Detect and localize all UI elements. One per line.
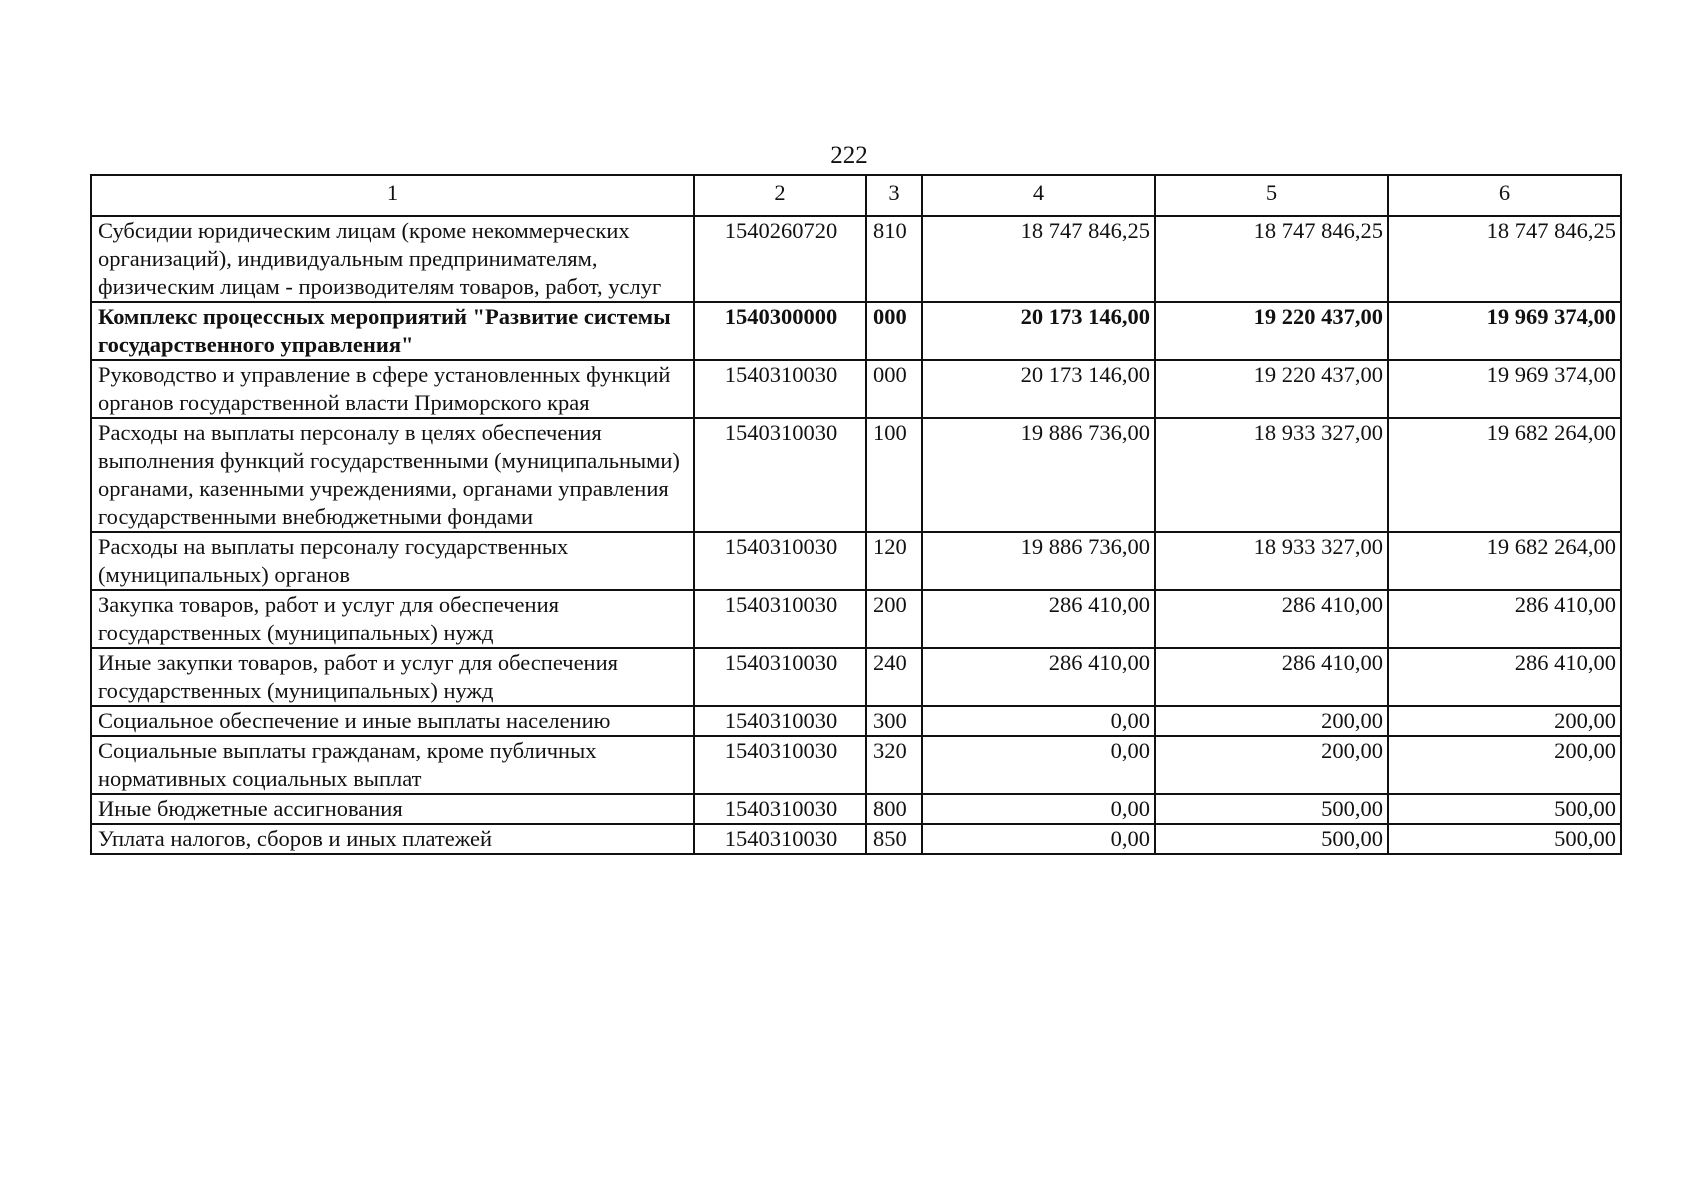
row-value-col6: 19 682 264,00 bbox=[1388, 418, 1621, 532]
row-name-cell: Закупка товаров, работ и услуг для обеспечения государственных (муниципальных) нужд bbox=[91, 590, 694, 648]
row-kvr-cell: 100 bbox=[866, 418, 922, 532]
row-value-col4: 0,00 bbox=[922, 736, 1155, 794]
row-value-col5: 19 220 437,00 bbox=[1155, 360, 1388, 418]
row-name-cell: Комплекс процессных мероприятий "Развитие системы государственного управления" bbox=[91, 302, 694, 360]
budget-table bbox=[90, 174, 1622, 855]
row-name-cell: Субсидии юридическим лицам (кроме некоммерческих организаций), индивидуальным предпринимателям, физическим лицам - производителям товаров, работ, услуг bbox=[91, 216, 694, 302]
row-code-cell: 1540310030 bbox=[694, 824, 866, 854]
row-kvr-cell: 000 bbox=[866, 302, 922, 360]
row-code-cell: 1540310030 bbox=[694, 418, 866, 532]
row-code-cell: 1540310030 bbox=[694, 532, 866, 590]
row-code-cell: 1540260720 bbox=[694, 216, 866, 302]
row-value-col6: 200,00 bbox=[1388, 736, 1621, 794]
row-value-col4: 0,00 bbox=[922, 824, 1155, 854]
row-kvr-cell: 800 bbox=[866, 794, 922, 824]
row-code-cell: 1540310030 bbox=[694, 706, 866, 736]
row-value-col5: 200,00 bbox=[1155, 706, 1388, 736]
table-row bbox=[91, 794, 1621, 824]
row-code-cell: 1540310030 bbox=[694, 360, 866, 418]
row-value-col4: 0,00 bbox=[922, 706, 1155, 736]
table-row bbox=[91, 302, 1621, 360]
table-row bbox=[91, 532, 1621, 590]
row-value-col5: 18 747 846,25 bbox=[1155, 216, 1388, 302]
row-value-col6: 286 410,00 bbox=[1388, 590, 1621, 648]
row-name-cell: Социальное обеспечение и иные выплаты населению bbox=[91, 706, 694, 736]
row-value-col4: 19 886 736,00 bbox=[922, 532, 1155, 590]
header-col-5: 5 bbox=[1155, 175, 1388, 216]
row-value-col4: 18 747 846,25 bbox=[922, 216, 1155, 302]
header-col-2: 2 bbox=[694, 175, 866, 216]
row-value-col4: 20 173 146,00 bbox=[922, 360, 1155, 418]
row-name-cell: Руководство и управление в сфере установленных функций органов государственной власти Приморского края bbox=[91, 360, 694, 418]
row-code-cell: 1540310030 bbox=[694, 794, 866, 824]
header-col-4: 4 bbox=[922, 175, 1155, 216]
row-value-col5: 200,00 bbox=[1155, 736, 1388, 794]
row-kvr-cell: 120 bbox=[866, 532, 922, 590]
row-name-cell: Уплата налогов, сборов и иных платежей bbox=[91, 824, 694, 854]
header-row bbox=[91, 175, 1621, 216]
row-name-cell: Расходы на выплаты персоналу в целях обеспечения выполнения функций государственными (муниципальными) органами, казенными учреждениями, органами управления государственными внебюджетными фондами bbox=[91, 418, 694, 532]
row-kvr-cell: 810 bbox=[866, 216, 922, 302]
row-value-col4: 0,00 bbox=[922, 794, 1155, 824]
table-row bbox=[91, 418, 1621, 532]
row-value-col5: 500,00 bbox=[1155, 824, 1388, 854]
row-value-col6: 19 969 374,00 bbox=[1388, 360, 1621, 418]
row-code-cell: 1540310030 bbox=[694, 648, 866, 706]
header-col-3: 3 bbox=[866, 175, 922, 216]
row-kvr-cell: 300 bbox=[866, 706, 922, 736]
row-kvr-cell: 000 bbox=[866, 360, 922, 418]
table-row bbox=[91, 706, 1621, 736]
row-value-col6: 19 969 374,00 bbox=[1388, 302, 1621, 360]
header-col-6: 6 bbox=[1388, 175, 1621, 216]
row-value-col5: 500,00 bbox=[1155, 794, 1388, 824]
table-row bbox=[91, 590, 1621, 648]
row-name-cell: Иные бюджетные ассигнования bbox=[91, 794, 694, 824]
row-value-col5: 18 933 327,00 bbox=[1155, 418, 1388, 532]
row-value-col4: 286 410,00 bbox=[922, 648, 1155, 706]
row-value-col5: 286 410,00 bbox=[1155, 590, 1388, 648]
row-kvr-cell: 240 bbox=[866, 648, 922, 706]
row-value-col6: 500,00 bbox=[1388, 794, 1621, 824]
row-value-col6: 19 682 264,00 bbox=[1388, 532, 1621, 590]
row-name-cell: Иные закупки товаров, работ и услуг для обеспечения государственных (муниципальных) нужд bbox=[91, 648, 694, 706]
row-value-col6: 18 747 846,25 bbox=[1388, 216, 1621, 302]
row-value-col4: 19 886 736,00 bbox=[922, 418, 1155, 532]
row-value-col6: 286 410,00 bbox=[1388, 648, 1621, 706]
row-kvr-cell: 850 bbox=[866, 824, 922, 854]
row-value-col5: 286 410,00 bbox=[1155, 648, 1388, 706]
table-row bbox=[91, 360, 1621, 418]
row-value-col6: 500,00 bbox=[1388, 824, 1621, 854]
row-code-cell: 1540310030 bbox=[694, 736, 866, 794]
table-row bbox=[91, 824, 1621, 854]
row-value-col4: 286 410,00 bbox=[922, 590, 1155, 648]
row-value-col4: 20 173 146,00 bbox=[922, 302, 1155, 360]
row-value-col5: 19 220 437,00 bbox=[1155, 302, 1388, 360]
table-row bbox=[91, 736, 1621, 794]
row-code-cell: 1540310030 bbox=[694, 590, 866, 648]
row-kvr-cell: 320 bbox=[866, 736, 922, 794]
header-col-1: 1 bbox=[91, 175, 694, 216]
row-name-cell: Социальные выплаты гражданам, кроме публичных нормативных социальных выплат bbox=[91, 736, 694, 794]
page-number: 222 bbox=[830, 142, 868, 169]
row-code-cell: 1540300000 bbox=[694, 302, 866, 360]
table-row bbox=[91, 216, 1621, 302]
row-value-col6: 200,00 bbox=[1388, 706, 1621, 736]
row-kvr-cell: 200 bbox=[866, 590, 922, 648]
row-value-col5: 18 933 327,00 bbox=[1155, 532, 1388, 590]
table-row bbox=[91, 648, 1621, 706]
row-name-cell: Расходы на выплаты персоналу государственных (муниципальных) органов bbox=[91, 532, 694, 590]
